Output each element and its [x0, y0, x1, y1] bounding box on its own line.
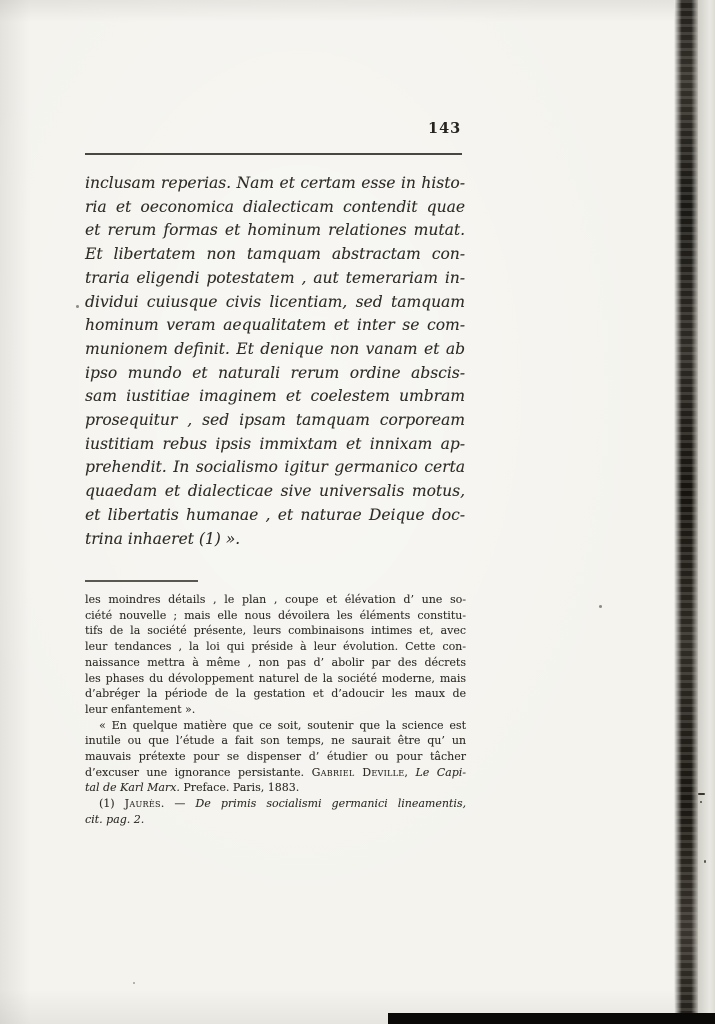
- scan-speck: [698, 793, 705, 795]
- footnote-line: tifs de la société présente, leurs combinaisons intimes et, avec: [85, 624, 466, 638]
- scan-right-edge: [698, 0, 715, 1024]
- scan-speck: [76, 305, 79, 308]
- footnote-line: cit. pag. 2.: [85, 812, 145, 826]
- footnote-work-title: tal de Karl Marx.: [85, 781, 180, 795]
- footnote-text: . —: [160, 797, 196, 811]
- header-rule: [85, 153, 462, 155]
- text-line: quaedam et dialecticae sive universalis motus,: [85, 482, 465, 501]
- text-line: et rerum formas et hominum relationes mutat.: [85, 221, 465, 240]
- footnote-line: naissance mettra à même , non pas d’ abolir par des décrets: [85, 655, 466, 669]
- page-number: 143: [428, 120, 462, 137]
- main-text-block: [85, 172, 465, 551]
- footnote-line: ciété nouvelle ; mais elle nous dévoilera les éléments constitu-: [85, 608, 466, 622]
- footnote-separator-rule: [85, 580, 198, 582]
- scan-speck: [700, 801, 702, 803]
- text-line: ria et oeconomica dialecticam contendit quae: [85, 197, 465, 216]
- footnote-author-name: Gabriel Deville: [311, 765, 405, 779]
- text-line: iustitiam rebus ipsis immixtam et innixam ap-: [85, 434, 465, 453]
- scan-speck: [599, 605, 602, 608]
- text-line: ipso mundo et naturali rerum ordine abscis-: [85, 363, 465, 382]
- text-line: inclusam reperias. Nam et certam esse in histo-: [85, 174, 465, 192]
- footnote-work-title: De primis socialismi germanici lineamentis,: [195, 797, 467, 811]
- footnote-line: [85, 796, 466, 812]
- footnote-paragraph: [85, 718, 466, 797]
- footnote-text: d’excuser une ignorance persistante.: [85, 765, 312, 779]
- footnote-line: leur tendances , la loi qui préside à leur évolution. Cette con-: [85, 640, 466, 654]
- text-line: Et libertatem non tamquam abstractam con-: [85, 245, 465, 264]
- footnote-line: mauvais prétexte pour se dispenser d’ étudier ou pour tâcher: [85, 750, 466, 764]
- footnote-line: les phases du dévoloppement naturel de la société moderne, mais: [85, 671, 466, 685]
- scan-speck: [133, 982, 135, 984]
- text-line: prehendit. In socialismo igitur germanico certa: [85, 458, 465, 477]
- text-line: dividui cuiusque civis licentiam, sed tamquam: [85, 292, 465, 311]
- scan-speck: [704, 860, 706, 863]
- footnote-paragraph: [85, 592, 466, 718]
- footnote-line: inutile ou que l’étude a fait son temps, ne saurait être qu’ un: [85, 734, 466, 748]
- footnote-author-name: Jaurès: [124, 797, 161, 811]
- text-line: traria eligendi potestatem , aut temerariam in-: [85, 268, 465, 287]
- footnote-line: les moindres détails , le plan , coupe et élévation d’ une so-: [85, 593, 466, 606]
- text-line: sam iustitiae imaginem et coelestem umbram: [85, 387, 465, 406]
- text-line: prosequitur , sed ipsam tamquam corpoream: [85, 411, 465, 430]
- footnotes-block: [85, 592, 466, 828]
- text-line: hominum veram aequalitatem et inter se com-: [85, 316, 465, 335]
- scan-bottom-bar: [388, 1013, 715, 1024]
- footnote-paragraph: [85, 796, 466, 827]
- footnote-text: Preface. Paris, 1883.: [179, 781, 300, 795]
- scan-binding-shadow: [674, 0, 698, 1024]
- text-line: munionem definit. Et denique non vanam et ab: [85, 339, 465, 358]
- text-line: trina inhaeret (1) ».: [85, 529, 241, 548]
- footnote-text: ,: [404, 765, 416, 779]
- footnote-line: « En quelque matière que ce soit, soutenir que la science est: [99, 718, 466, 732]
- footnote-marker: (1): [99, 797, 125, 811]
- footnote-line: leur enfantement ».: [85, 702, 196, 716]
- footnote-work-title: Le Capi-: [415, 765, 467, 779]
- footnote-line: [85, 780, 466, 796]
- text-line: et libertatis humanae , et naturae Deique doc-: [85, 505, 465, 524]
- footnote-line: d’abréger la période de la gestation et d’adoucir les maux de: [85, 687, 466, 701]
- footnote-line: [85, 765, 466, 781]
